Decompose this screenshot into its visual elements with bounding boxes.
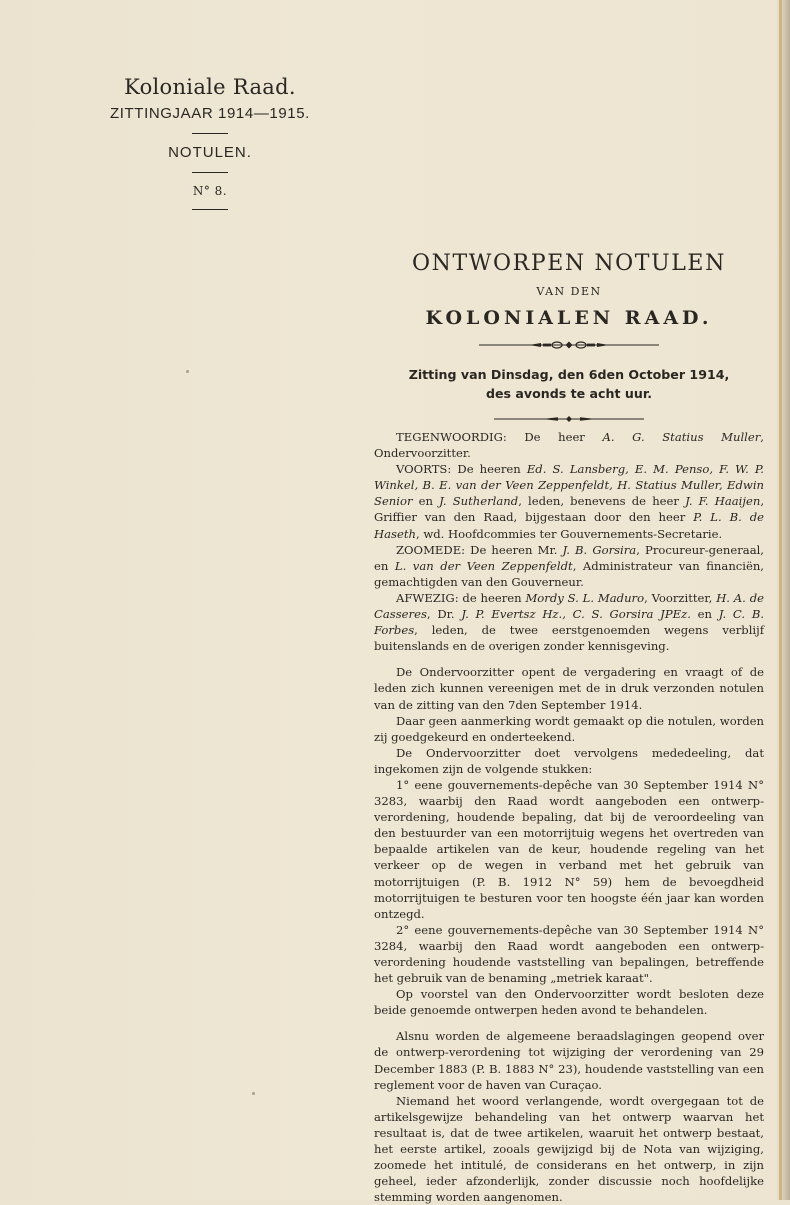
council-title: Koloniale Raad. bbox=[124, 75, 296, 99]
minutes-paragraph: De Ondervoorzitter opent de vergadering en vraagt of de leden zich kunnen vereenigen met de in druk verzonden notulen van de zitting van den 7den September 1914. bbox=[374, 665, 764, 712]
minutes-paragraph: Niemand het woord verlangende, wordt overgegaan tot de artikelsgewijze behandeling van het ontwerp waarvan het resultaat is, dat de twee artikelen, waaruit het ontwerp bestaat, het eerste artikel, zooals gewijzigd bij de Nota van wijziging, zoomede het intitulé, de considerans en het ontwerp, in zijn geheel, ieder afzonderlijk, zonder discussie noch hoofdelijke stemming worden aangenomen. bbox=[374, 1093, 764, 1205]
right-header bbox=[375, 250, 763, 423]
moreover-paragraph: ZOOMEDE: De heeren Mr. J. B. Gorsira, Procureur-generaal, en L. van der Veen Zeppenfeldt, Administrateur van financiën, gemachtigden van den Gouverneur. bbox=[374, 542, 764, 589]
paragraph-gap bbox=[374, 654, 764, 664]
minutes-paragraph: Alsnu worden de algemeene beraadslagingen geopend over de ontwerp-verordening tot wijziging der verordening van 29 December 1883 (P. B. 1883 N° 23), houdende vaststelling van een reglement voor de haven van Curaçao. bbox=[374, 1029, 764, 1092]
document-title: ONTWORPEN NOTULEN bbox=[412, 251, 726, 276]
header-rule bbox=[192, 172, 228, 173]
section-label: NOTULEN. bbox=[168, 144, 252, 161]
speck bbox=[252, 1092, 255, 1095]
issue-number: N° 8. bbox=[192, 184, 228, 198]
session-date-line-1: Zitting van Dinsdag, den 6den October 1914, bbox=[408, 367, 730, 382]
minutes-paragraph: 2° eene gouvernements-depêche van 30 September 1914 N° 3284, waarbij den Raad wordt aangeboden een ontwerp-verordening houdende vaststelling van bepalingen, betreffende het gebruik van de benaming „metriek karaat". bbox=[374, 922, 764, 986]
title-connector: VAN DEN bbox=[536, 285, 602, 298]
header-rule bbox=[192, 133, 228, 134]
minutes-body bbox=[374, 429, 764, 1205]
absent-paragraph: AFWEZIG: de heeren Mordy S. L. Maduro, Voorzitter, H. A. de Casseres, Dr. J. P. Evertsz Hz., C. S. Gorsira JPEz. en J. C. B. Forbes, leden, de twee eerstgenoemden wegens verblijf buitenslands en de overigen zonder kennisgeving. bbox=[374, 590, 765, 654]
present-paragraph: TEGENWOORDIG: De heer A. G. Statius Muller, Ondervoorzitter. bbox=[374, 430, 764, 461]
ornament-rule-icon bbox=[479, 340, 659, 350]
speck bbox=[186, 370, 189, 373]
minutes-paragraph: 1° eene gouvernements-depêche van 30 September 1914 N° 3283, waarbij den Raad wordt aangeboden een ontwerp-verordening, houdende bepaling, dat bij de veroordeeling van den bestuurder van een motorrijtuig wegens het overtreden van bepaalde artikelen van de keur, houdende regeling van het verkeer op de wegen in verband met het gebruik van motorrijtuigen (P. B. 1912 N° 59) hem de bevoegdheid motorrijtuigen te besturen voor ten hoogste één jaar kan worden ontzegd. bbox=[374, 777, 764, 921]
header-rule bbox=[192, 209, 228, 210]
page-edge-strip bbox=[779, 0, 782, 1200]
left-header bbox=[90, 74, 330, 219]
minutes-paragraph: Op voorstel van den Ondervoorzitter wordt besloten deze beide genoemde ontwerpen heden avond te behandelen. bbox=[374, 987, 764, 1018]
session-date-line-2: des avonds te acht uur. bbox=[485, 386, 653, 401]
ornament-divider-icon bbox=[494, 415, 644, 423]
minutes-paragraph: De Ondervoorzitter doet vervolgens mededeeling, dat ingekomen zijn de volgende stukken: bbox=[374, 745, 764, 776]
also-present-paragraph: VOORTS: De heeren Ed. S. Lansberg, E. M. Penso, F. W. P. Winkel, B. E. van der Veen Zeppenfeldt, H. Statius Muller, Edwin Senior en J. Sutherland, leden, benevens de heer J. F. Haaijen, Griffier van den Raad, bijgestaan door den heer P. L. B. de Haseth, wd. Hoofdcommies ter Gouvernements-Secretarie. bbox=[374, 462, 764, 541]
session-year: ZITTINGJAAR 1914—1915. bbox=[110, 105, 310, 122]
council-name: KOLONIALEN RAAD. bbox=[425, 307, 713, 329]
paragraph-gap bbox=[374, 1018, 764, 1028]
minutes-paragraph: Daar geen aanmerking wordt gemaakt op die notulen, worden zij goedgekeurd en onderteekend. bbox=[374, 713, 764, 744]
